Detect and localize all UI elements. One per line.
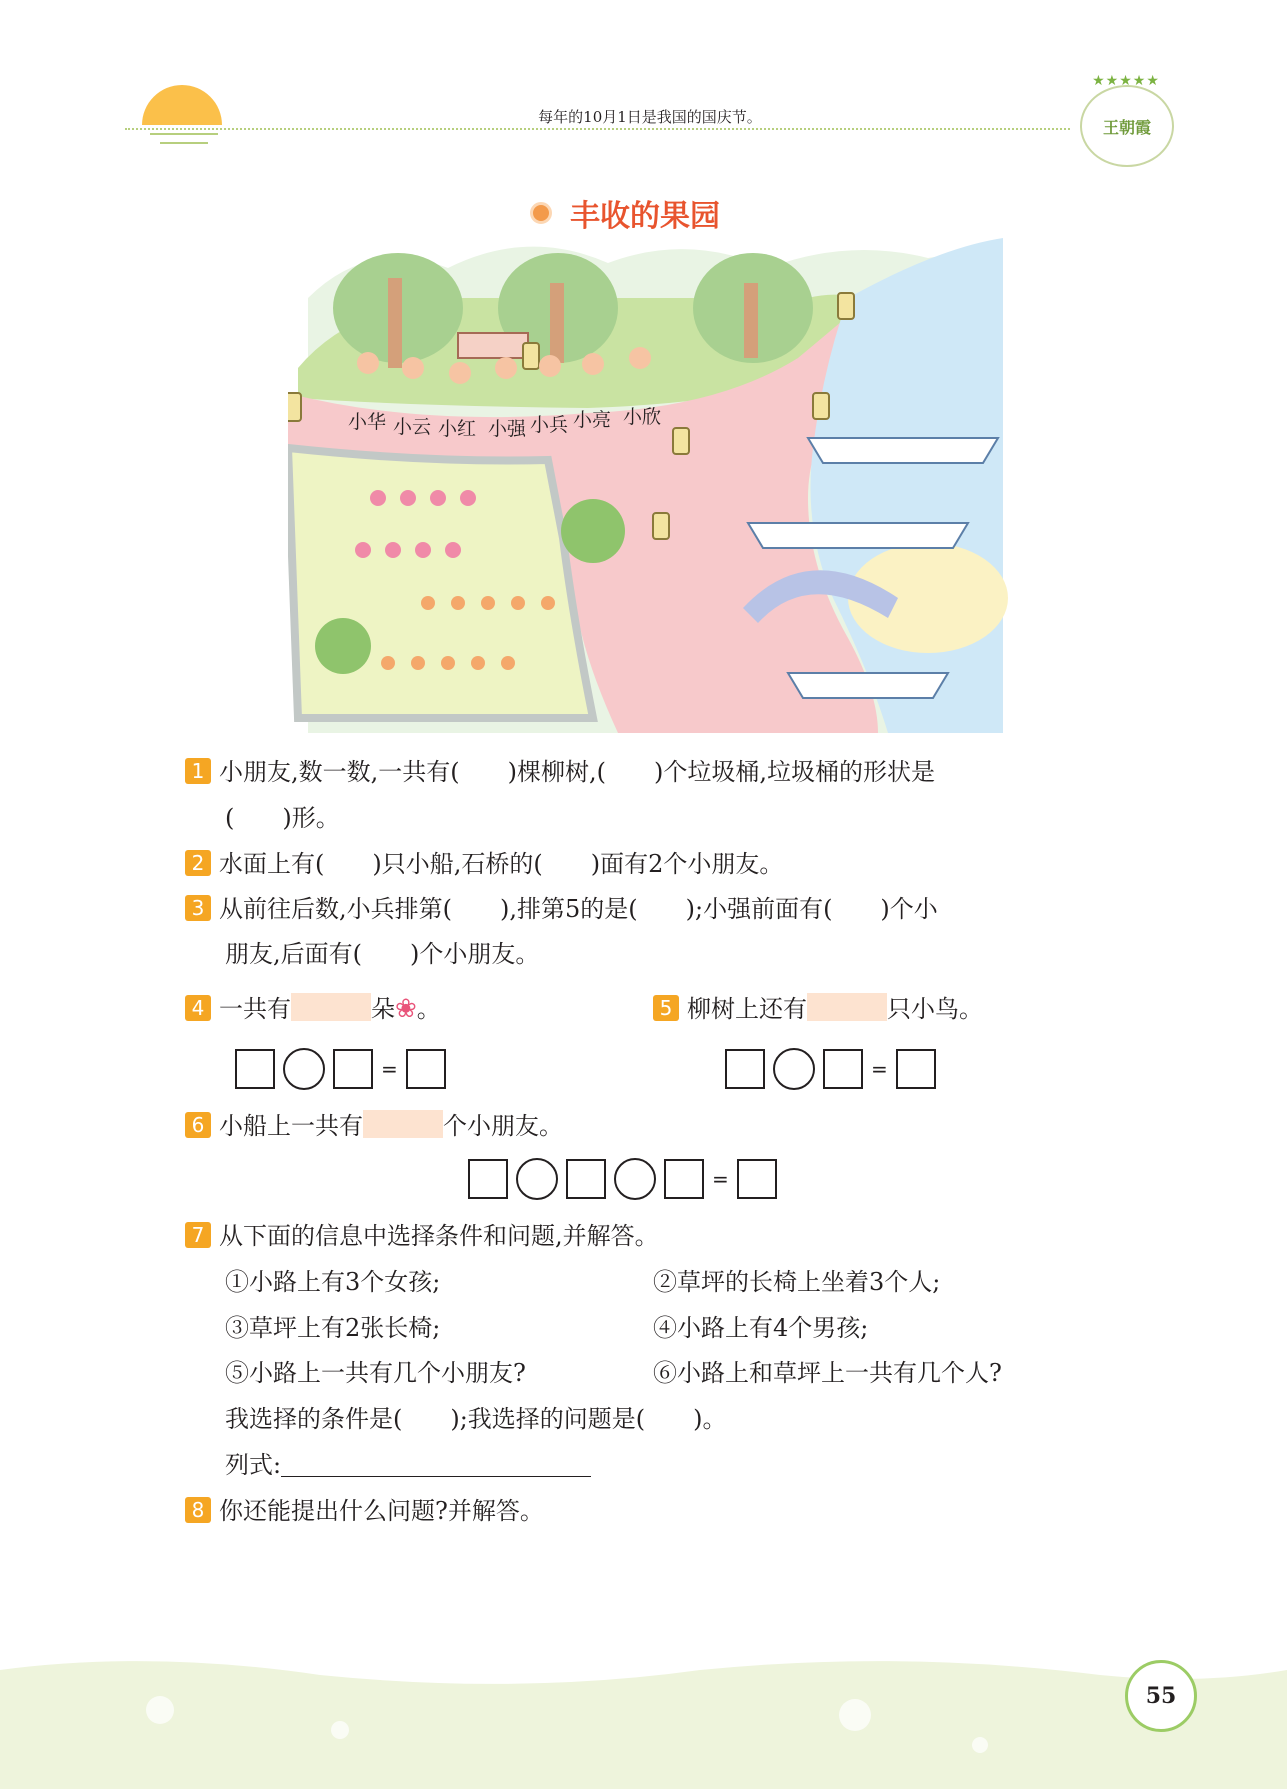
equals-sign: = [871, 1057, 888, 1081]
question-3 [185, 893, 938, 925]
question-number-badge: 5 [653, 995, 679, 1021]
question-text: 。 [416, 995, 441, 1023]
answer-box[interactable] [566, 1159, 606, 1199]
answer-box[interactable] [235, 1049, 275, 1089]
answer-box[interactable] [333, 1049, 373, 1089]
question-number-badge: 4 [185, 995, 211, 1021]
equation-4 [235, 1048, 446, 1090]
info-option: ③草坪上有2张长椅; [225, 1314, 441, 1342]
formula-label: 列式: [225, 1451, 282, 1479]
page-title: 丰收的果园 [570, 199, 720, 234]
question-number-badge: 7 [185, 1222, 211, 1248]
answer-blank[interactable] [291, 993, 371, 1021]
answer-box[interactable] [896, 1049, 936, 1089]
question-text: ( )形。 [225, 804, 340, 832]
question-text: 朵 [371, 995, 395, 1023]
question-3-cont [225, 938, 539, 970]
question-number-badge: 6 [185, 1112, 211, 1138]
operator-circle[interactable] [283, 1048, 325, 1090]
decor-line [150, 133, 218, 135]
question-text: 只小鸟。 [887, 995, 983, 1023]
question-4 [185, 993, 441, 1025]
info-option: ⑥小路上和草坪上一共有几个人? [653, 1359, 1002, 1387]
question-2 [185, 848, 783, 880]
orchard-illustration [288, 238, 1008, 733]
child-label: 小红 [438, 418, 477, 440]
logo-stars: ★★★★★ [1092, 73, 1160, 89]
child-label: 小欣 [623, 406, 662, 428]
child-label: 小兵 [530, 414, 569, 436]
info-option: ⑤小路上一共有几个小朋友? [225, 1359, 526, 1387]
footer-decor [0, 1650, 1287, 1789]
question-number-badge: 1 [185, 758, 211, 784]
question-number-badge: 2 [185, 850, 211, 876]
header-rule [125, 128, 1070, 130]
info-option: ②草坪的长椅上坐着3个人; [653, 1268, 941, 1296]
question-text: 小朋友,数一数,一共有( )棵柳树,( )个垃圾桶,垃圾桶的形状是 [219, 758, 935, 786]
question-text: 从下面的信息中选择条件和问题,并解答。 [219, 1222, 659, 1250]
question-text: 从前往后数,小兵排第( ),排第5的是( );小强前面有( )个小 [219, 895, 938, 923]
equation-6 [468, 1158, 777, 1200]
operator-circle[interactable] [516, 1158, 558, 1200]
answer-blank[interactable] [807, 993, 887, 1021]
choice-line: 我选择的条件是( );我选择的问题是( )。 [225, 1405, 727, 1433]
question-number-badge: 3 [185, 895, 211, 921]
operator-circle[interactable] [614, 1158, 656, 1200]
sun-icon [142, 85, 222, 125]
child-label: 小亮 [573, 409, 612, 431]
equals-sign: = [381, 1057, 398, 1081]
info-option: ①小路上有3个女孩; [225, 1268, 441, 1296]
question-8 [185, 1495, 544, 1527]
child-label: 小云 [393, 416, 432, 438]
question-5 [653, 993, 983, 1025]
question-6 [185, 1110, 563, 1142]
answer-box[interactable] [468, 1159, 508, 1199]
question-text: 小船上一共有 [219, 1112, 363, 1140]
answer-box[interactable] [664, 1159, 704, 1199]
question-text: 水面上有( )只小船,石桥的( )面有2个小朋友。 [219, 850, 784, 878]
flower-icon: ❀ [395, 994, 417, 1024]
header-text: 每年的10月1日是我国的国庆节。 [538, 108, 762, 126]
publisher-logo [1080, 85, 1174, 167]
formula-answer-line[interactable] [281, 1476, 591, 1477]
question-text: 柳树上还有 [687, 995, 807, 1023]
equals-sign: = [712, 1167, 729, 1191]
equation-5 [725, 1048, 936, 1090]
question-text: 朋友,后面有( )个小朋友。 [225, 940, 540, 968]
question-number-badge: 8 [185, 1497, 211, 1523]
formula-line [225, 1449, 591, 1481]
answer-box[interactable] [406, 1049, 446, 1089]
question-1-cont [225, 802, 340, 834]
operator-circle[interactable] [773, 1048, 815, 1090]
page-number [1125, 1660, 1197, 1732]
question-text: 个小朋友。 [443, 1112, 563, 1140]
answer-blank[interactable] [363, 1110, 443, 1138]
question-text: 一共有 [219, 995, 291, 1023]
answer-box[interactable] [737, 1159, 777, 1199]
section-title [530, 191, 720, 235]
answer-box[interactable] [823, 1049, 863, 1089]
info-option: ④小路上有4个男孩; [653, 1314, 869, 1342]
bullet-icon [530, 202, 552, 224]
question-7 [185, 1220, 659, 1252]
page-number-text: 55 [1145, 1683, 1177, 1709]
child-label: 小华 [348, 411, 387, 433]
decor-line [160, 142, 208, 144]
question-text: 你还能提出什么问题?并解答。 [219, 1497, 544, 1525]
answer-box[interactable] [725, 1049, 765, 1089]
logo-text: 王朝霞 [1102, 117, 1151, 137]
question-1 [185, 756, 935, 788]
child-label: 小强 [488, 418, 527, 440]
